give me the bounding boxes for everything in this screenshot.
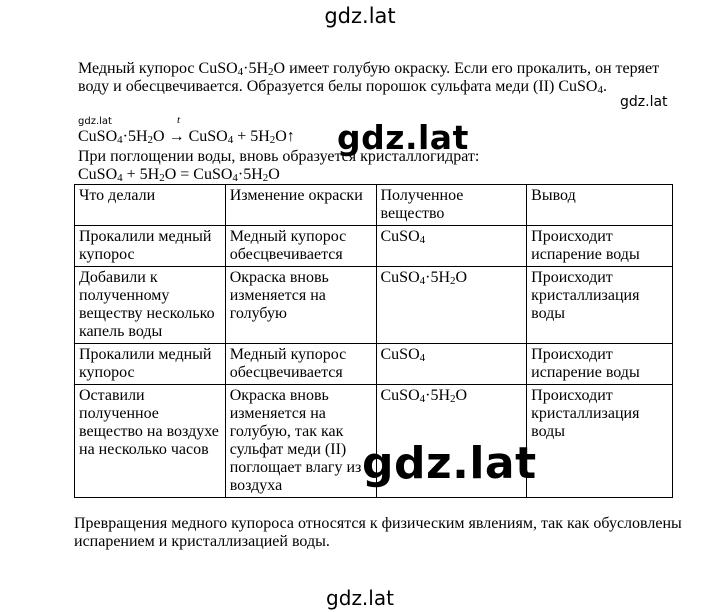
equation-products: CuSO$_4$ + $5H_2O↑$ — [188, 128, 295, 146]
table-cell: Происходит кристаллизация воды — [527, 385, 673, 498]
table-cell: Окраска вновь изменяется на голубую — [225, 267, 376, 344]
table-row — [75, 344, 673, 385]
watermark-right: gdz.lat — [620, 94, 668, 110]
watermark-top: gdz.lat — [324, 4, 396, 28]
table-row — [75, 226, 673, 267]
hydration-text: При поглощении воды, вновь образуется кристаллогидрат: — [78, 148, 480, 165]
table-cell: $CuSO_4\cdot 5H_2O$ — [376, 385, 527, 498]
table-cell: $CuSO_4\cdot 5H_2O$ — [376, 267, 527, 344]
intro-paragraph: Медный купорос $CuSO_4\cdot 5H_2O$ имеет голубую окраску. Если его прокалить, он теряет воду и обесцвечивается. Образуется белы порошок сульфата меди (II) CuSO$_4$. — [78, 60, 660, 96]
table-row — [75, 267, 673, 344]
table-header-cell: Что делали — [75, 185, 226, 226]
table-cell: CuSO$_4$ — [376, 344, 527, 385]
table-cell: Окраска вновь изменяется на голубую, так как сульфат меди (II) поглощает влагу из воздуха — [225, 385, 376, 498]
table-header-cell: Изменение окраски — [225, 185, 376, 226]
reaction-condition: t — [177, 114, 181, 126]
table-cell: Происходит испарение воды — [527, 344, 673, 385]
decomposition-equation — [78, 128, 295, 146]
table-header-row — [75, 185, 673, 226]
table-cell: CuSO$_4$ — [376, 226, 527, 267]
table-cell: Прокалили медный купорос — [75, 344, 226, 385]
table-cell: Медный купорос обесцвечивается — [225, 226, 376, 267]
table-cell: Происходит кристаллизация воды — [527, 267, 673, 344]
experiment-table — [74, 184, 673, 498]
table-cell: Оставили полученное вещество на воздухе на несколько часов — [75, 385, 226, 498]
table-header-cell: Полученное вещество — [376, 185, 527, 226]
table-cell: Добавили к полученному веществу несколько капель воды — [75, 267, 226, 344]
hydration-equation: CuSO$_4$ + $5H_2O$ = $CuSO_4\cdot 5H_2O$ — [78, 166, 280, 184]
table-cell: Происходит испарение воды — [527, 226, 673, 267]
watermark-large-upper: gdz.lat — [337, 118, 469, 157]
equation-reactant: $CuSO_4\cdot 5H_2O$ — [78, 128, 165, 146]
table-cell: Прокалили медный купорос — [75, 226, 226, 267]
table-header-cell: Вывод — [527, 185, 673, 226]
watermark-small: gdz.lat — [78, 116, 112, 127]
watermark-large-table: gdz.lat — [362, 438, 537, 489]
watermark-bottom: gdz.lat — [326, 586, 394, 610]
conclusion-paragraph: Превращения медного купороса относятся к физическим явлениям, так как обусловлены испарением и кристаллизацией воды. — [74, 515, 682, 550]
table-cell: Медный купорос обесцвечивается — [225, 344, 376, 385]
equation-arrow: → — [168, 128, 185, 145]
table-row — [75, 385, 673, 498]
